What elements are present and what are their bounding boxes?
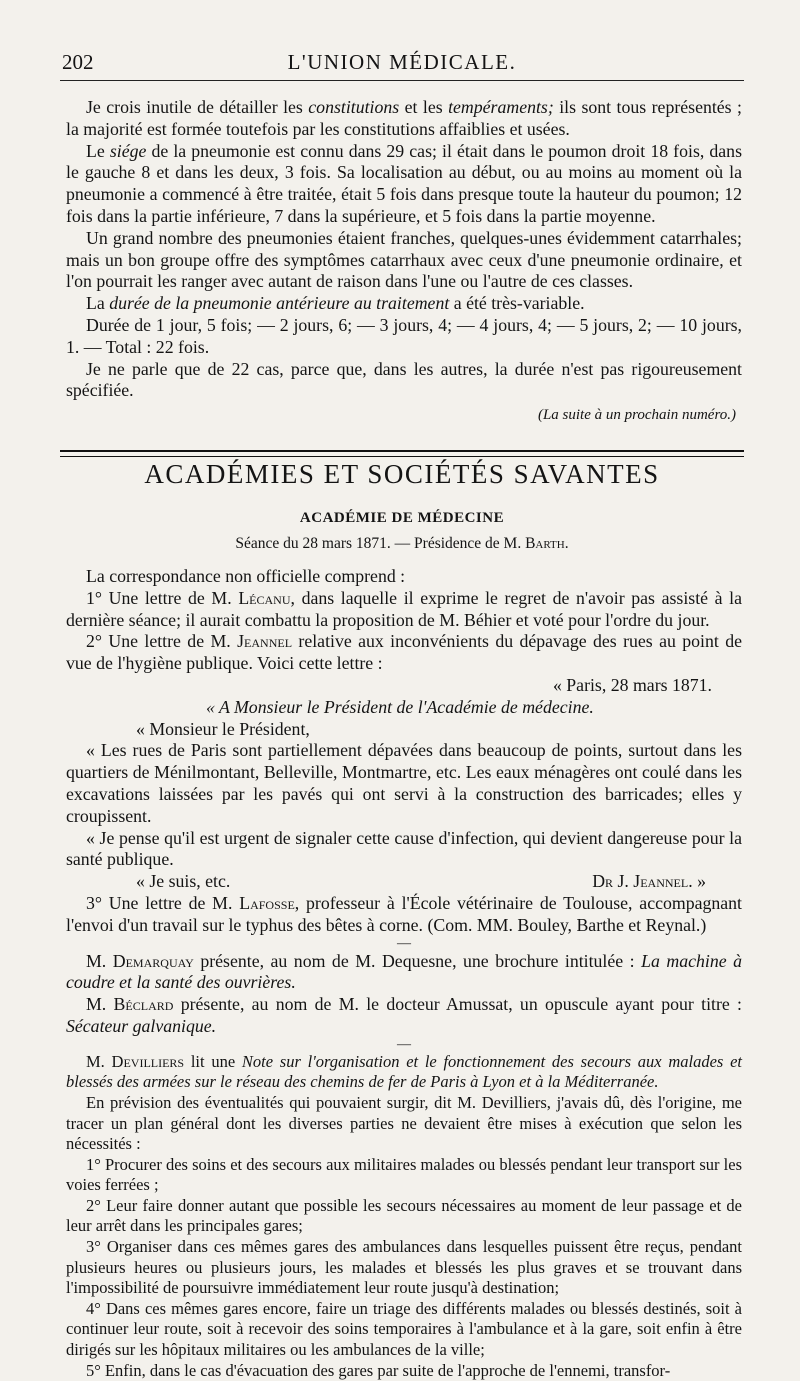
separator-dash: — [397,1036,411,1052]
section-subtitle: ACADÉMIE DE MÉDECINE [299,510,505,526]
paragraph-durations: Durée de 1 jour, 5 fois; — 2 jours, 6; — 3 jours, 4; — 4 jours, 4; — 5 jours, 2; — 10 jours, 1. — Total : 22 fois. [66,314,742,357]
separator-dash: — [397,935,411,951]
letter-salutation: « Monsieur le Président, [136,718,310,739]
list-item-4: 4° Dans ces mêmes gares encore, faire un triage des différents malades ou blessés destinés, soit à continuer leur route, soit à recevoir des soins temporaires à l'ambulance et à la gare, soit enfin à être dirigés sur les hôpitaux militaires ou les ambulances de la ville; [66,1298,742,1360]
list-item-1: 1° Procurer des soins et des secours aux militaires malades ou blessés pendant leur transport sur les voies ferrées ; [66,1154,742,1195]
paragraph-pneumonies: Un grand nombre des pneumonies étaient franches, quelques-unes évidemment catarrhales; mais un bon groupe offre des symptômes catarrhaux avec ceux d'une pneumonie ordinaire, et l'on pourrait les ranger avec autant de raison dans l'une ou l'autre de ces classes. [66,227,742,292]
letter-date: « Paris, 28 mars 1871. [552,674,712,695]
letter-closing: « Je suis, etc. [136,871,231,892]
letter-paragraph-1: « Les rues de Paris sont partiellement dépavées dans beaucoup de points, surtout dans les quartiers de Ménilmontant, Belleville, Montmartre, etc. Les eaux ménagères ont coulé dans les excavations laissées par les pavés qui ont servi à la construction des barricades; elles y croupissent. [66,740,742,826]
list-item-2: 2° Leur faire donner autant que possible les secours nécessaires au moment de leur passage et de leur arrêt dans les principales gares; [66,1195,742,1236]
section-divider [60,450,744,457]
main-text-block [66,566,742,1381]
page-number: 202 [62,50,94,74]
paragraph-duree: La durée de la pneumonie antérieure au traitement a été très-variable. [86,293,585,314]
devilliers-block [66,1052,742,1381]
letter-paragraph-2: « Je pense qu'il est urgent de signaler cette cause d'infection, qui devient dangereuse pour la santé publique. [66,827,742,870]
paragraph-prevision: En prévision des éventualités qui pouvaient surgir, dit M. Devilliers, j'avais dû, dès l'origine, me tracer un plan général dont les diverses parties ne devaient être mises à exécution que selon les nécessités : [66,1092,742,1154]
letter-signatory: Dr J. Jeannel. » [592,871,706,892]
top-text-block [66,97,742,425]
list-item-5: 5° Enfin, dans le cas d'évacuation des gares par suite de l'approche de l'ennemi, transfor- [86,1360,671,1380]
paragraph-constitutions: Je crois inutile de détailler les constitutions et les tempéraments; ils sont tous représentés ; la majorité est formée toutefois par les constitutions affaiblies et usées. [66,97,742,139]
list-item-3: 3° Organiser dans ces mêmes gares des ambulances dans lesquelles puissent être reçus, pendant plusieurs heures ou plusieurs jours, les malades et blessés les plus graves et se trouvant dans l'impossibilité de poursuivre immédiatement leur route jusqu'à destination; [66,1237,742,1298]
item-jeannel: 2° Une lettre de M. Jeannel relative aux inconvénients du dépavage des rues au point de vue de l'hygiène publique. Voici cette lettre : [66,631,742,674]
item-devilliers: M. Devilliers lit une Note sur l'organisation et le fonctionnement des secours aux malades et blessés des armées sur le réseau des chemins de fer de Paris à Lyon et à la Méditerranée. [66,1051,742,1092]
letter-signature [66,871,742,893]
running-title: L'UNION MÉDICALE. [287,50,517,74]
paragraph-correspondance: La correspondance non officielle comprend : [86,566,406,586]
session-line: Séance du 28 mars 1871. — Présidence de M. Barth. [235,535,569,552]
paragraph-siege: Le siége de la pneumonie est connu dans 29 cas; il était dans le poumon droit 18 fois, dans le gauche 8 et dans les deux, 3 fois. Sa localisation au début, ou au moins au moment où la pneumonie a commencé à être traitée, était 5 fois dans presque toute la hauteur du poumon; 12 fois dans la partie inférieure, 7 dans la supérieure, et 5 fois dans la partie moyenne. [66,140,742,226]
letter-address: « A Monsieur le Président de l'Académie de médecine. [206,696,594,717]
item-beclard: M. Béclard présente, au nom de M. le docteur Amussat, un opuscule ayant pour titre : Sécateur galvanique. [66,994,742,1036]
item-lafosse: 3° Une lettre de M. Lafosse, professeur à l'École vétérinaire de Toulouse, accompagnant l'envoi d'un travail sur le typhus des bêtes à corne. (Com. MM. Bouley, Barthe et Reynal.) [66,892,742,935]
item-demarquay: M. Demarquay présente, au nom de M. Dequesne, une brochure intitulée : La machine à coudre et la santé des ouvrières. [66,950,743,993]
section-title: ACADÉMIES ET SOCIÉTÉS SAVANTES [144,459,660,489]
paragraph-22-cas: Je ne parle que de 22 cas, parce que, dans les autres, la durée n'est pas rigoureusement spécifiée. [66,358,742,401]
page-header [60,50,744,81]
item-lecanu: 1° Une lettre de M. Lécanu, dans laquelle il exprime le regret de n'avoir pas assisté à la dernière séance; il aurait combattu la proposition de M. Béhier et voté pour l'ordre du jour. [66,587,742,630]
continued-note: (La suite à un prochain numéro.) [537,407,736,424]
